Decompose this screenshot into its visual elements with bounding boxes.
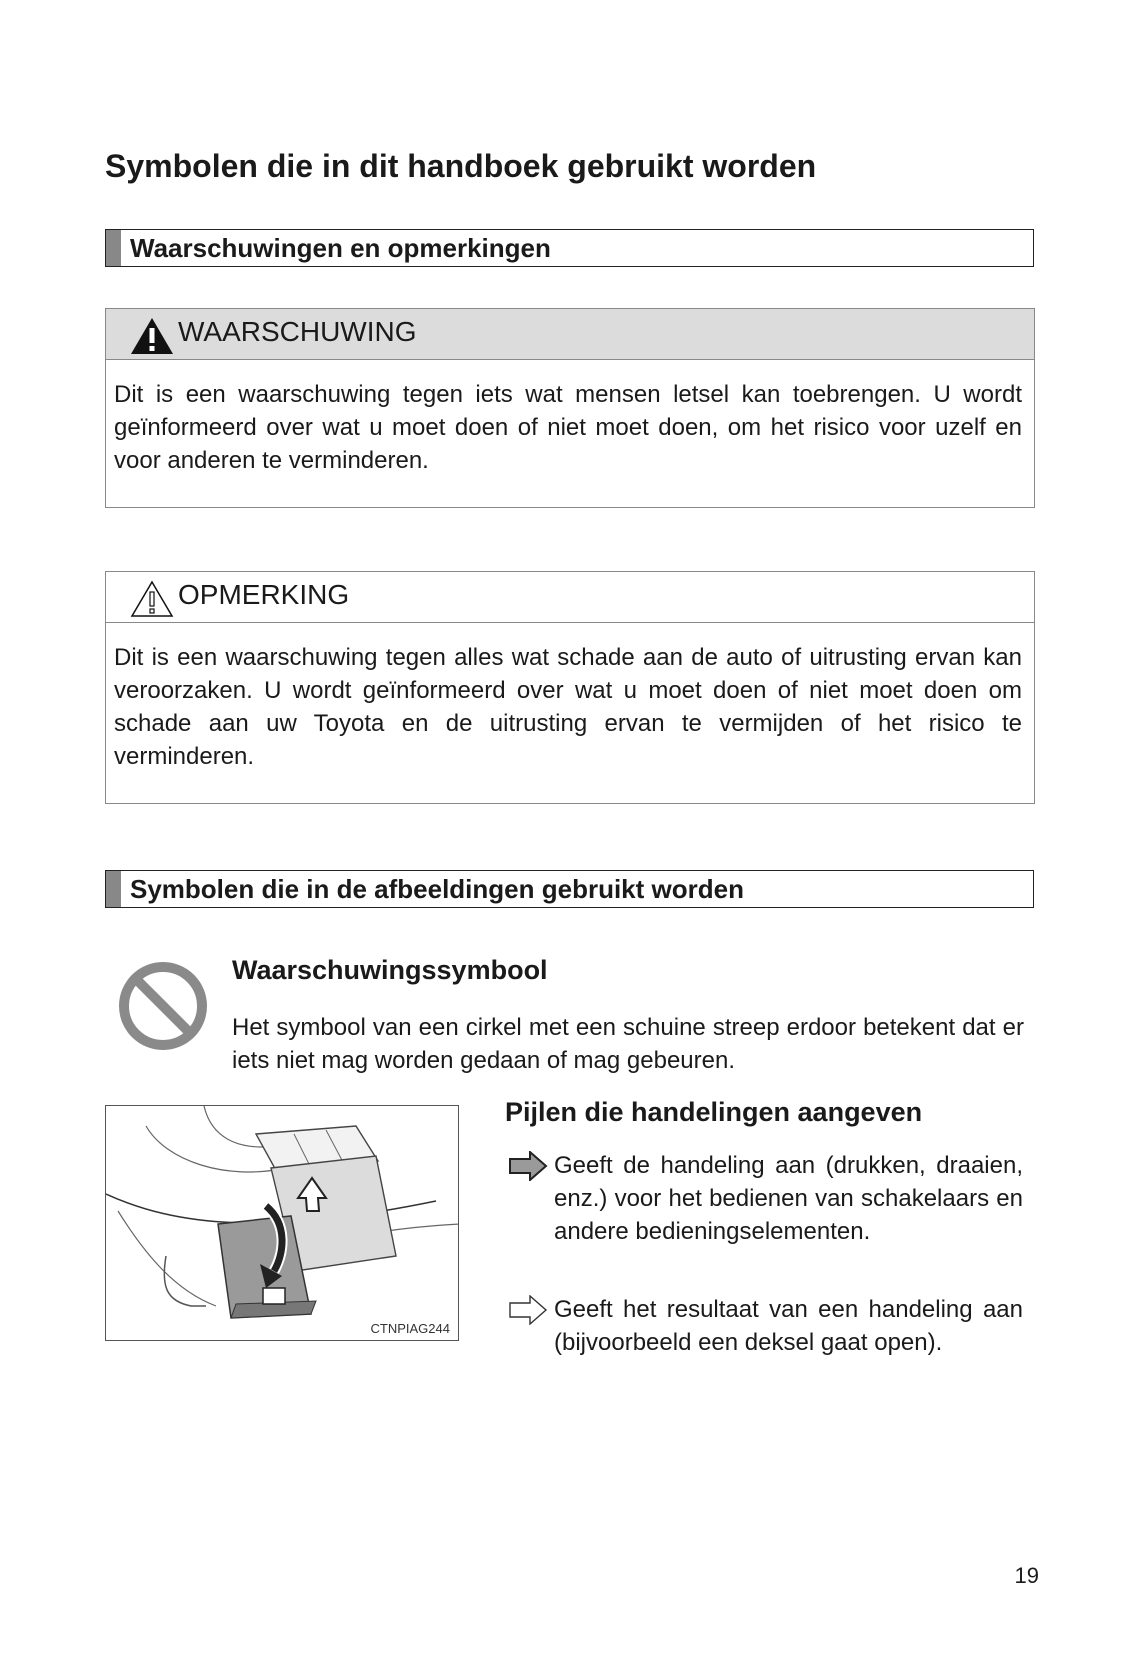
safety-symbol-title: Waarschuwingssymbool <box>232 955 548 985</box>
result-arrow-text: Geeft het resultaat van een handeling aan (bijvoorbeeld een deksel gaat open). <box>554 1296 1023 1356</box>
page-title: Symbolen die in dit handboek gebruikt worden <box>105 148 817 184</box>
warning-label: WAARSCHUWING <box>178 316 417 347</box>
prohibition-icon <box>117 960 209 1052</box>
warning-triangle-icon <box>130 317 174 355</box>
result-arrow-icon <box>508 1295 548 1325</box>
note-text: Dit is een waarschuwing tegen alles wat schade aan de auto of uitrusting ervan kan veroorzaken. U wordt geïnformeerd over wat u moet doen of niet moet doen om schade aan uw Toyota en de uitrusting ervan te vermijden of het risico te verminderen. <box>114 644 1022 770</box>
warning-text: Dit is een waarschuwing tegen iets wat mensen letsel kan toebrengen. U wordt geïnformeerd over wat u moet doen of niet moet doen, om het risico voor uzelf en voor anderen te verminderen. <box>114 381 1022 474</box>
caution-triangle-icon <box>130 580 174 618</box>
warning-box <box>105 308 1035 508</box>
overhead-console-illustration <box>106 1106 459 1341</box>
section-header-warnings <box>105 229 1034 267</box>
illustration-figure <box>105 1105 459 1341</box>
section-header-symbols <box>105 870 1034 908</box>
action-arrow-item <box>508 1149 1023 1248</box>
section-accent-bar <box>106 230 121 266</box>
note-label: OPMERKING <box>178 579 350 610</box>
note-box-header <box>106 572 1034 623</box>
safety-symbol-text: Het symbool van een cirkel met een schuine streep erdoor betekent dat er iets niet mag worden gedaan of mag gebeuren. <box>232 1014 1024 1074</box>
section-accent-bar <box>106 871 121 907</box>
warning-box-header <box>106 309 1034 360</box>
arrows-title: Pijlen die handelingen aangeven <box>505 1097 923 1127</box>
section-title: Symbolen die in de afbeeldingen gebruikt worden <box>130 874 744 904</box>
action-arrow-text: Geeft de handeling aan (drukken, draaien, enz.) voor het bedienen van schakelaars en andere bedieningselementen. <box>554 1152 1023 1245</box>
figure-code: CTNPIAG244 <box>370 1321 450 1336</box>
section-title: Waarschuwingen en opmerkingen <box>130 233 551 263</box>
note-box <box>105 571 1035 804</box>
result-arrow-item <box>508 1293 1023 1359</box>
page-number: 19 <box>1014 1563 1039 1588</box>
action-arrow-icon <box>508 1151 548 1181</box>
